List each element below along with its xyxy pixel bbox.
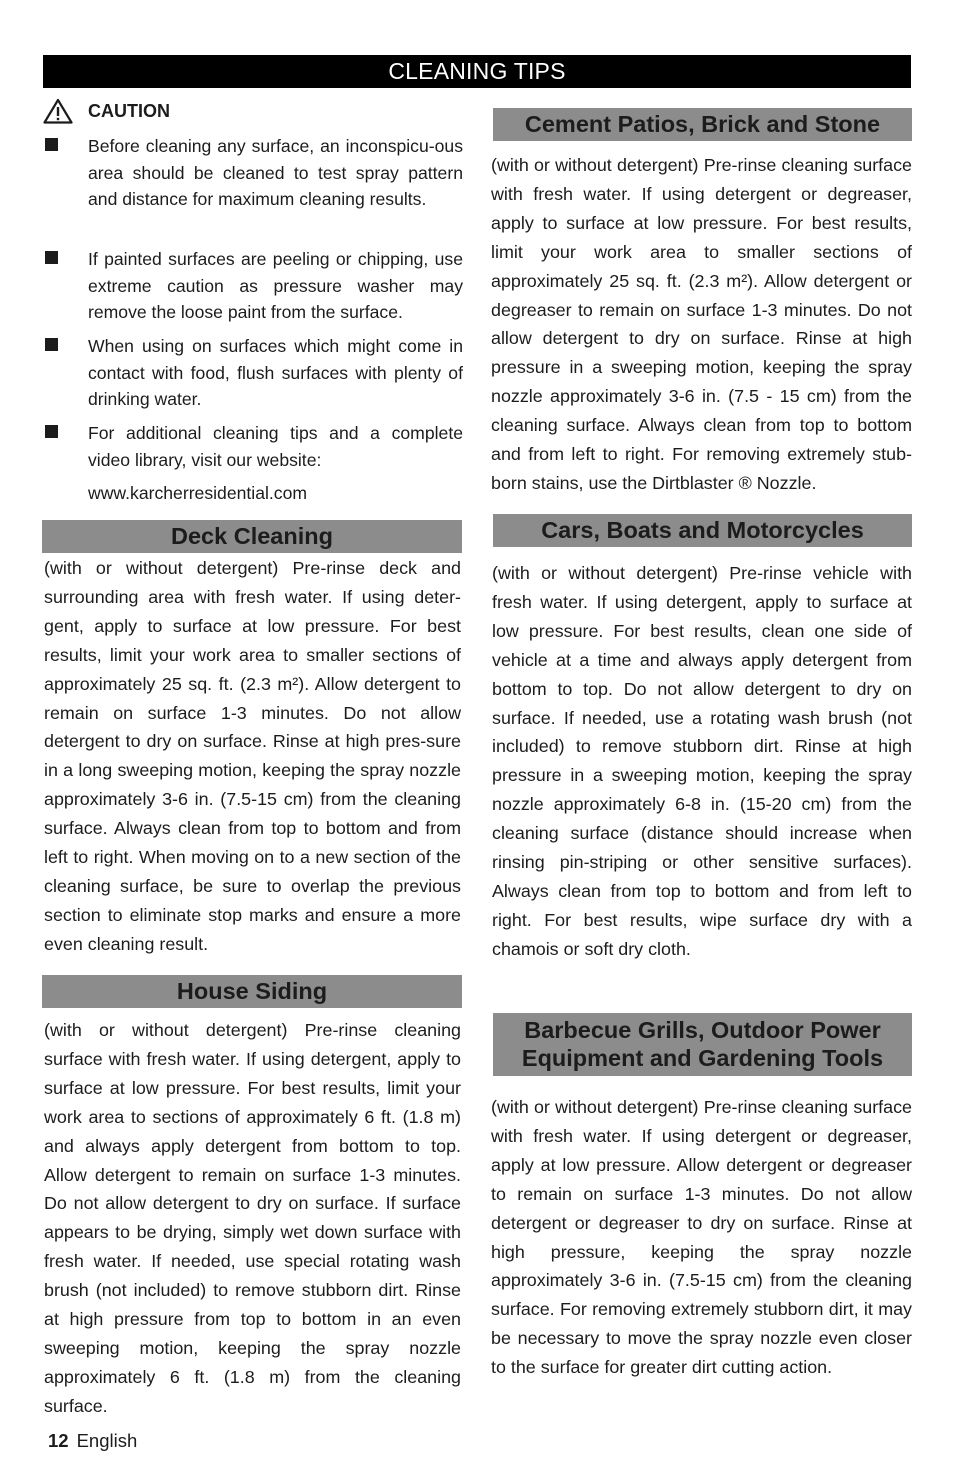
caution-heading xyxy=(43,97,170,125)
caution-label: CAUTION xyxy=(88,100,170,121)
caution-bullet xyxy=(43,246,463,326)
barbecue-grills-heading xyxy=(493,1013,912,1076)
bullet-square-icon xyxy=(45,251,58,264)
footer-language: English xyxy=(76,1430,138,1451)
caution-bullet xyxy=(43,420,463,473)
caution-bullet-text: If painted surfaces are peeling or chipping, use extreme caution as pressure washer may remove the loose paint from the surface. xyxy=(88,249,463,322)
cars-boats-heading: Cars, Boats and Motorcycles xyxy=(493,514,912,547)
bullet-square-icon xyxy=(45,138,58,151)
barbecue-heading-line2: Equipment and Gardening Tools xyxy=(521,1045,884,1071)
website-link[interactable]: www.karcherresidential.com xyxy=(88,483,308,503)
page-footer xyxy=(48,1428,137,1454)
caution-bullet-text: Before cleaning any surface, an inconspicu-ous area should be cleaned to test spray pattern and distance for maximum cleaning results. xyxy=(88,136,463,209)
cement-patios-heading: Cement Patios, Brick and Stone xyxy=(493,108,912,141)
page-number: 12 xyxy=(48,1430,69,1451)
caution-bullet xyxy=(43,133,463,213)
barbecue-heading-line1: Barbecue Grills, Outdoor Power xyxy=(524,1017,881,1043)
caution-bullet-text: When using on surfaces which might come in contact with food, flush surfaces with plenty of drinking water. xyxy=(88,336,463,409)
deck-cleaning-text: (with or without detergent) Pre-rinse deck and surrounding area with fresh water. If using deter-gent, apply to surface at low pressure. For best results, limit your work area to smaller sections of approximately 25 sq. ft. (2.3 m²). Allow detergent to remain on surface 1-3 minutes. Do not allow detergent to dry on surface. Rinse at high pres-sure in a long sweeping motion, keeping the spray nozzle approximately 3-6 in. (7.5-15 cm) from the cleaning surface. Always clean from top to bottom and from left to right. When moving on to a new section of the cleaning surface, be sure to overlap the previous section to eliminate stop marks and ensure a more even cleaning result. xyxy=(44,558,461,954)
barbecue-grills-text: (with or without detergent) Pre-rinse cleaning surface with fresh water. If using detergent or degreaser, apply at low pressure. Allow detergent or degreaser to remain on surface 1-3 minutes. Do not allow detergent or degreaser to dry on surface. Rinse at high pressure, keeping the spray nozzle approximately 3-6 in. (7.5-15 cm) from the cleaning surface. For removing extremely stubborn dirt, it may be necessary to move the spray nozzle even closer to the surface for greater dirt cutting action. xyxy=(491,1097,912,1378)
caution-bullet xyxy=(43,333,463,413)
deck-cleaning-heading: Deck Cleaning xyxy=(42,520,462,553)
cars-boats-text: (with or without detergent) Pre-rinse vehicle with fresh water. If using detergent, apply to surface at low pressure. For best results, clean one side of vehicle at a time and always apply detergent from bottom to top. Do not allow detergent to dry on surface. If needed, use a rotating wash brush (not included) to remove stubborn dirt. Rinse at high pressure in a sweeping motion, keeping the spray nozzle approximately 6-8 in. (15-20 cm) from the cleaning surface (distance should increase when rinsing pin-striping or other sensitive surfaces). Always clean from top to bottom and from left to right. For best results, wipe surface dry with a chamois or soft dry cloth. xyxy=(492,563,912,959)
warning-triangle-icon xyxy=(43,98,73,124)
bullet-square-icon xyxy=(45,338,58,351)
house-siding-heading: House Siding xyxy=(42,975,462,1008)
page-banner-title: CLEANING TIPS xyxy=(43,55,911,88)
caution-bullet-text: For additional cleaning tips and a complete video library, visit our website: xyxy=(88,423,463,470)
bullet-square-icon xyxy=(45,425,58,438)
cement-patios-text: (with or without detergent) Pre-rinse cleaning surface with fresh water. If using detergent or degreaser, apply to surface at low pressure. For best results, limit your work area to smaller sections of approximately 25 sq. ft. (2.3 m²). Allow detergent or degreaser to remain on surface 1-3 minutes. Do not allow detergent to dry on surface. Rinse at high pressure in a sweeping motion, keeping the spray nozzle approximately 3-6 in. (7.5 - 15 cm) from the cleaning surface. Always clean from top to bottom and from left to right. For removing extremely stub-born stains, use the Dirtblaster ® Nozzle. xyxy=(491,155,912,493)
house-siding-text: (with or without detergent) Pre-rinse cleaning surface with fresh water. If using detergent, apply to surface at low pressure. For best results, limit your work area to sections of approximately 6 ft. (1.8 m) and always apply detergent from bottom to top. Allow detergent to remain on surface 1-3 minutes. Do not allow detergent to dry on surface. If surface appears to be drying, simply wet down surface with fresh water. If needed, use special rotating wash brush (not included) to remove stubborn dirt. Rinse at high pressure from top to bottom in an even sweeping motion, keeping the spray nozzle approximately 6 ft. (1.8 m) from the cleaning surface. xyxy=(44,1020,461,1416)
